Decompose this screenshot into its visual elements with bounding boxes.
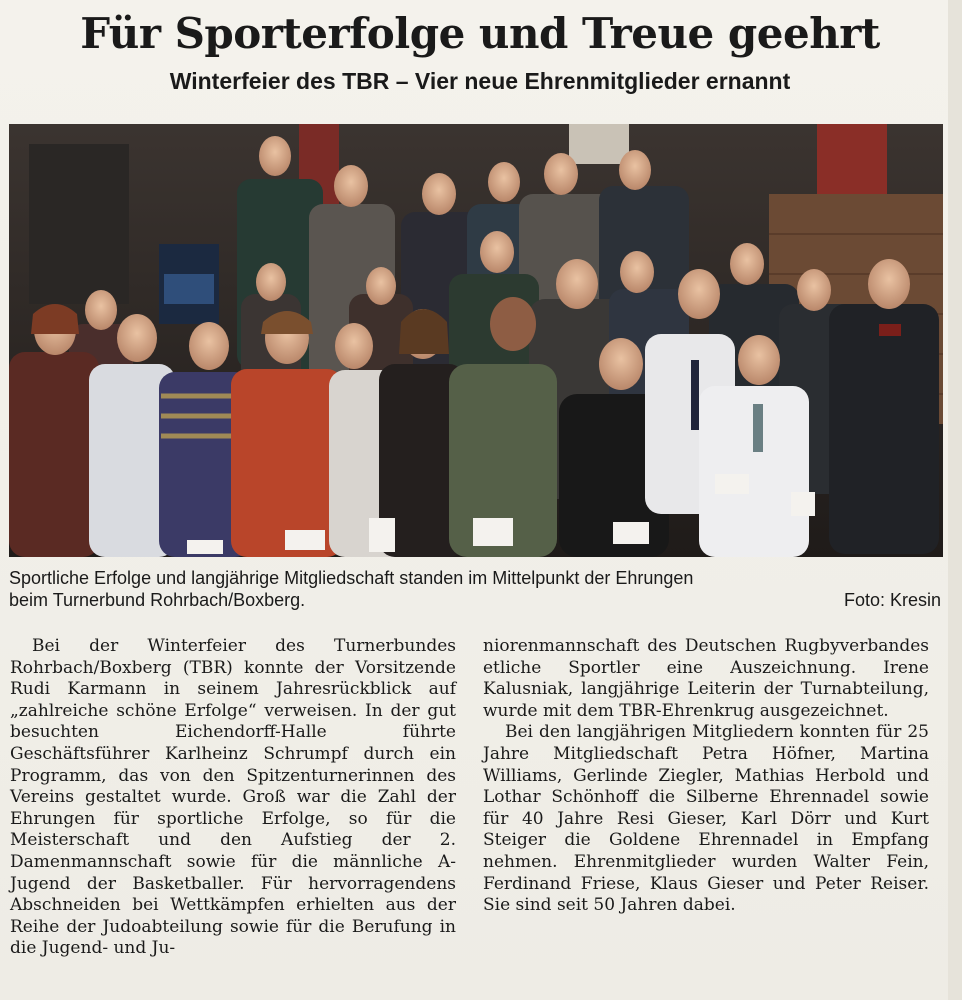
article-headline: Für Sporterfolge und Treue geehrt — [80, 9, 880, 58]
group-photo-illustration — [9, 124, 943, 557]
caption-line-2: beim Turnerbund Rohrbach/Boxberg. — [9, 590, 306, 610]
body-paragraph: Bei den langjährigen Mitgliedern konnten für 25 Jahre Mitgliedschaft Petra Höfner, Martina Williams, Gerlinde Ziegler, Mathias Herbold und Lothar Schönhoff die Silberne Ehrennadel sowie für 40 Jahre Resi Gieser, Karl Dörr und Kurt Steiger die Goldene Ehrennadel in Empfang nehmen. Ehrenmitglieder wurden Walter Fein, Ferdinand Friese, Klaus Gieser und Peter Reiser. Sie sind seit 50 Jahren dabei. — [483, 722, 929, 916]
body-paragraph: Bei der Winterfeier des Turnerbundes Rohrbach/Boxberg (TBR) konnte der Vorsitzende Rudi Karmann in seinem Jahresrückblick auf „zahlreiche schöne Erfolge“ verweisen. In der gut besuchten Eichendorff-Halle führte Geschäftsführer Karlheinz Schrumpf durch ein Programm, das von den Spitzenturnerinnen des Vereins gestaltet wurde. Groß war die Zahl der Ehrungen für sportliche Erfolge, so für die Meisterschaft und den Aufstieg der 2. Damenmannschaft sowie für die männliche A-Jugend der Basketballer. Für hervorragendens Abschneiden bei Wettkämpfen erhielten aus der Reihe der Judoabteilung sowie für die Berufung in die Jugend- und Ju- — [10, 636, 456, 959]
photo-credit: Foto: Kresin — [843, 590, 941, 610]
photo-caption — [9, 567, 941, 611]
group-photo — [9, 124, 943, 557]
article-column-2 — [483, 636, 929, 917]
article-column-1 — [10, 636, 456, 960]
page-edge — [948, 0, 962, 1000]
article-subheadline: Winterfeier des TBR – Vier neue Ehrenmitglieder ernannt — [169, 68, 791, 94]
caption-line-1: Sportliche Erfolge und langjährige Mitgliedschaft standen im Mittelpunkt der Ehrungen — [9, 568, 694, 588]
body-paragraph: niorenmannschaft des Deutschen Rugbyverbandes etliche Sportler eine Auszeichnung. Irene Kalusniak, langjährige Leiterin der Turnabteilung, wurde mit dem TBR-Ehrenkrug ausgezeichnet. — [483, 636, 929, 721]
